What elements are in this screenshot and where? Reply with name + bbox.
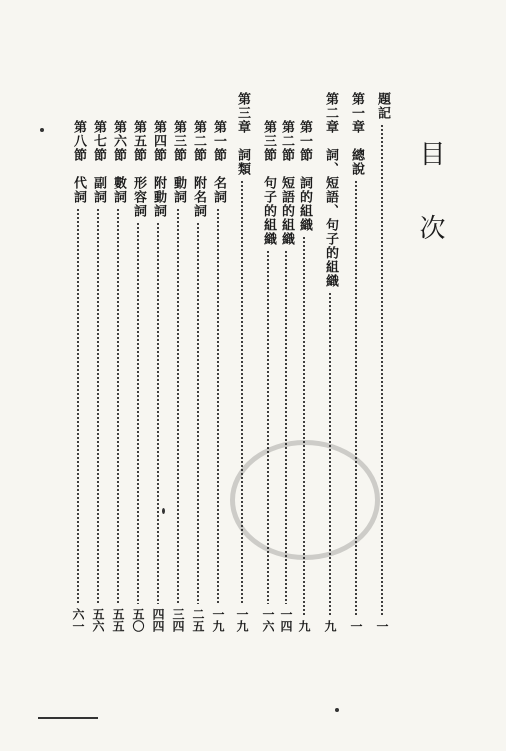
toc-entry-page: 九 bbox=[297, 620, 311, 632]
toc-entry-label: 第七節 副詞 bbox=[91, 120, 106, 204]
toc-entry-label: 第三節 動詞 bbox=[171, 120, 186, 204]
ink-speck bbox=[40, 128, 44, 132]
toc-entry-page: 一六 bbox=[261, 608, 275, 632]
toc-entry-page: 三四 bbox=[171, 608, 185, 632]
toc-entry-page: 五五 bbox=[111, 608, 125, 632]
dot-leader bbox=[381, 124, 383, 616]
toc-entry-page: 一 bbox=[349, 620, 363, 632]
toc-entry bbox=[372, 92, 392, 632]
dot-leader bbox=[117, 208, 119, 604]
ink-speck bbox=[335, 708, 339, 712]
dot-leader bbox=[177, 208, 179, 604]
toc-entry-page: 四四 bbox=[151, 608, 165, 632]
toc-entry bbox=[128, 120, 148, 632]
toc-entry bbox=[232, 92, 252, 632]
toc-entry-label: 第一章 總說 bbox=[349, 92, 364, 176]
dot-leader bbox=[241, 180, 243, 604]
toc-entry-page: 一四 bbox=[279, 608, 293, 632]
toc-entry-page: 二五 bbox=[191, 608, 205, 632]
toc-entry-label: 第三節 句子的組織 bbox=[261, 120, 276, 246]
toc-entry-page: 九 bbox=[323, 620, 337, 632]
toc-entry-label: 題記 bbox=[375, 92, 390, 120]
toc-entry-page: 五六 bbox=[91, 608, 105, 632]
toc-entry-page: 一 bbox=[375, 620, 389, 632]
toc-entry bbox=[188, 120, 208, 632]
toc-entry-label: 第六節 數詞 bbox=[111, 120, 126, 204]
dot-leader bbox=[157, 222, 159, 604]
toc-entry bbox=[208, 120, 228, 632]
toc-entry-label: 第四節 附動詞 bbox=[151, 120, 166, 218]
toc-entry-page: 一九 bbox=[235, 608, 249, 632]
toc-entry-page: 六一 bbox=[71, 608, 85, 632]
dot-leader bbox=[137, 222, 139, 604]
toc-entry bbox=[68, 120, 88, 632]
toc-entry bbox=[168, 120, 188, 632]
toc-entry-label: 第二節 短語的組織 bbox=[279, 120, 294, 246]
dot-leader bbox=[77, 208, 79, 604]
toc-entry bbox=[346, 92, 366, 632]
toc-entry-label: 第一節 詞的組織 bbox=[297, 120, 312, 232]
dot-leader bbox=[97, 208, 99, 604]
library-stamp bbox=[230, 440, 380, 560]
toc-entry-label: 第五節 形容詞 bbox=[131, 120, 146, 218]
toc-entry bbox=[108, 120, 128, 632]
toc-entry-label: 第二章 詞、短語、句子的組織 bbox=[323, 92, 338, 288]
toc-entry-label: 第八節 代詞 bbox=[71, 120, 86, 204]
toc-entry-page: 五〇 bbox=[131, 608, 145, 632]
scan-edge-mark bbox=[38, 717, 98, 719]
toc-entry-page: 一九 bbox=[211, 608, 225, 632]
toc-entry-label: 第一節 名詞 bbox=[211, 120, 226, 204]
toc-entry bbox=[148, 120, 168, 632]
toc-title: 目 次 bbox=[415, 140, 445, 261]
toc-entry-label: 第二節 附名詞 bbox=[191, 120, 206, 218]
ink-speck bbox=[162, 508, 165, 514]
dot-leader bbox=[355, 180, 357, 616]
dot-leader bbox=[217, 208, 219, 604]
toc-entry bbox=[88, 120, 108, 632]
dot-leader bbox=[197, 222, 199, 604]
toc-entry-label: 第三章 詞類 bbox=[235, 92, 250, 176]
